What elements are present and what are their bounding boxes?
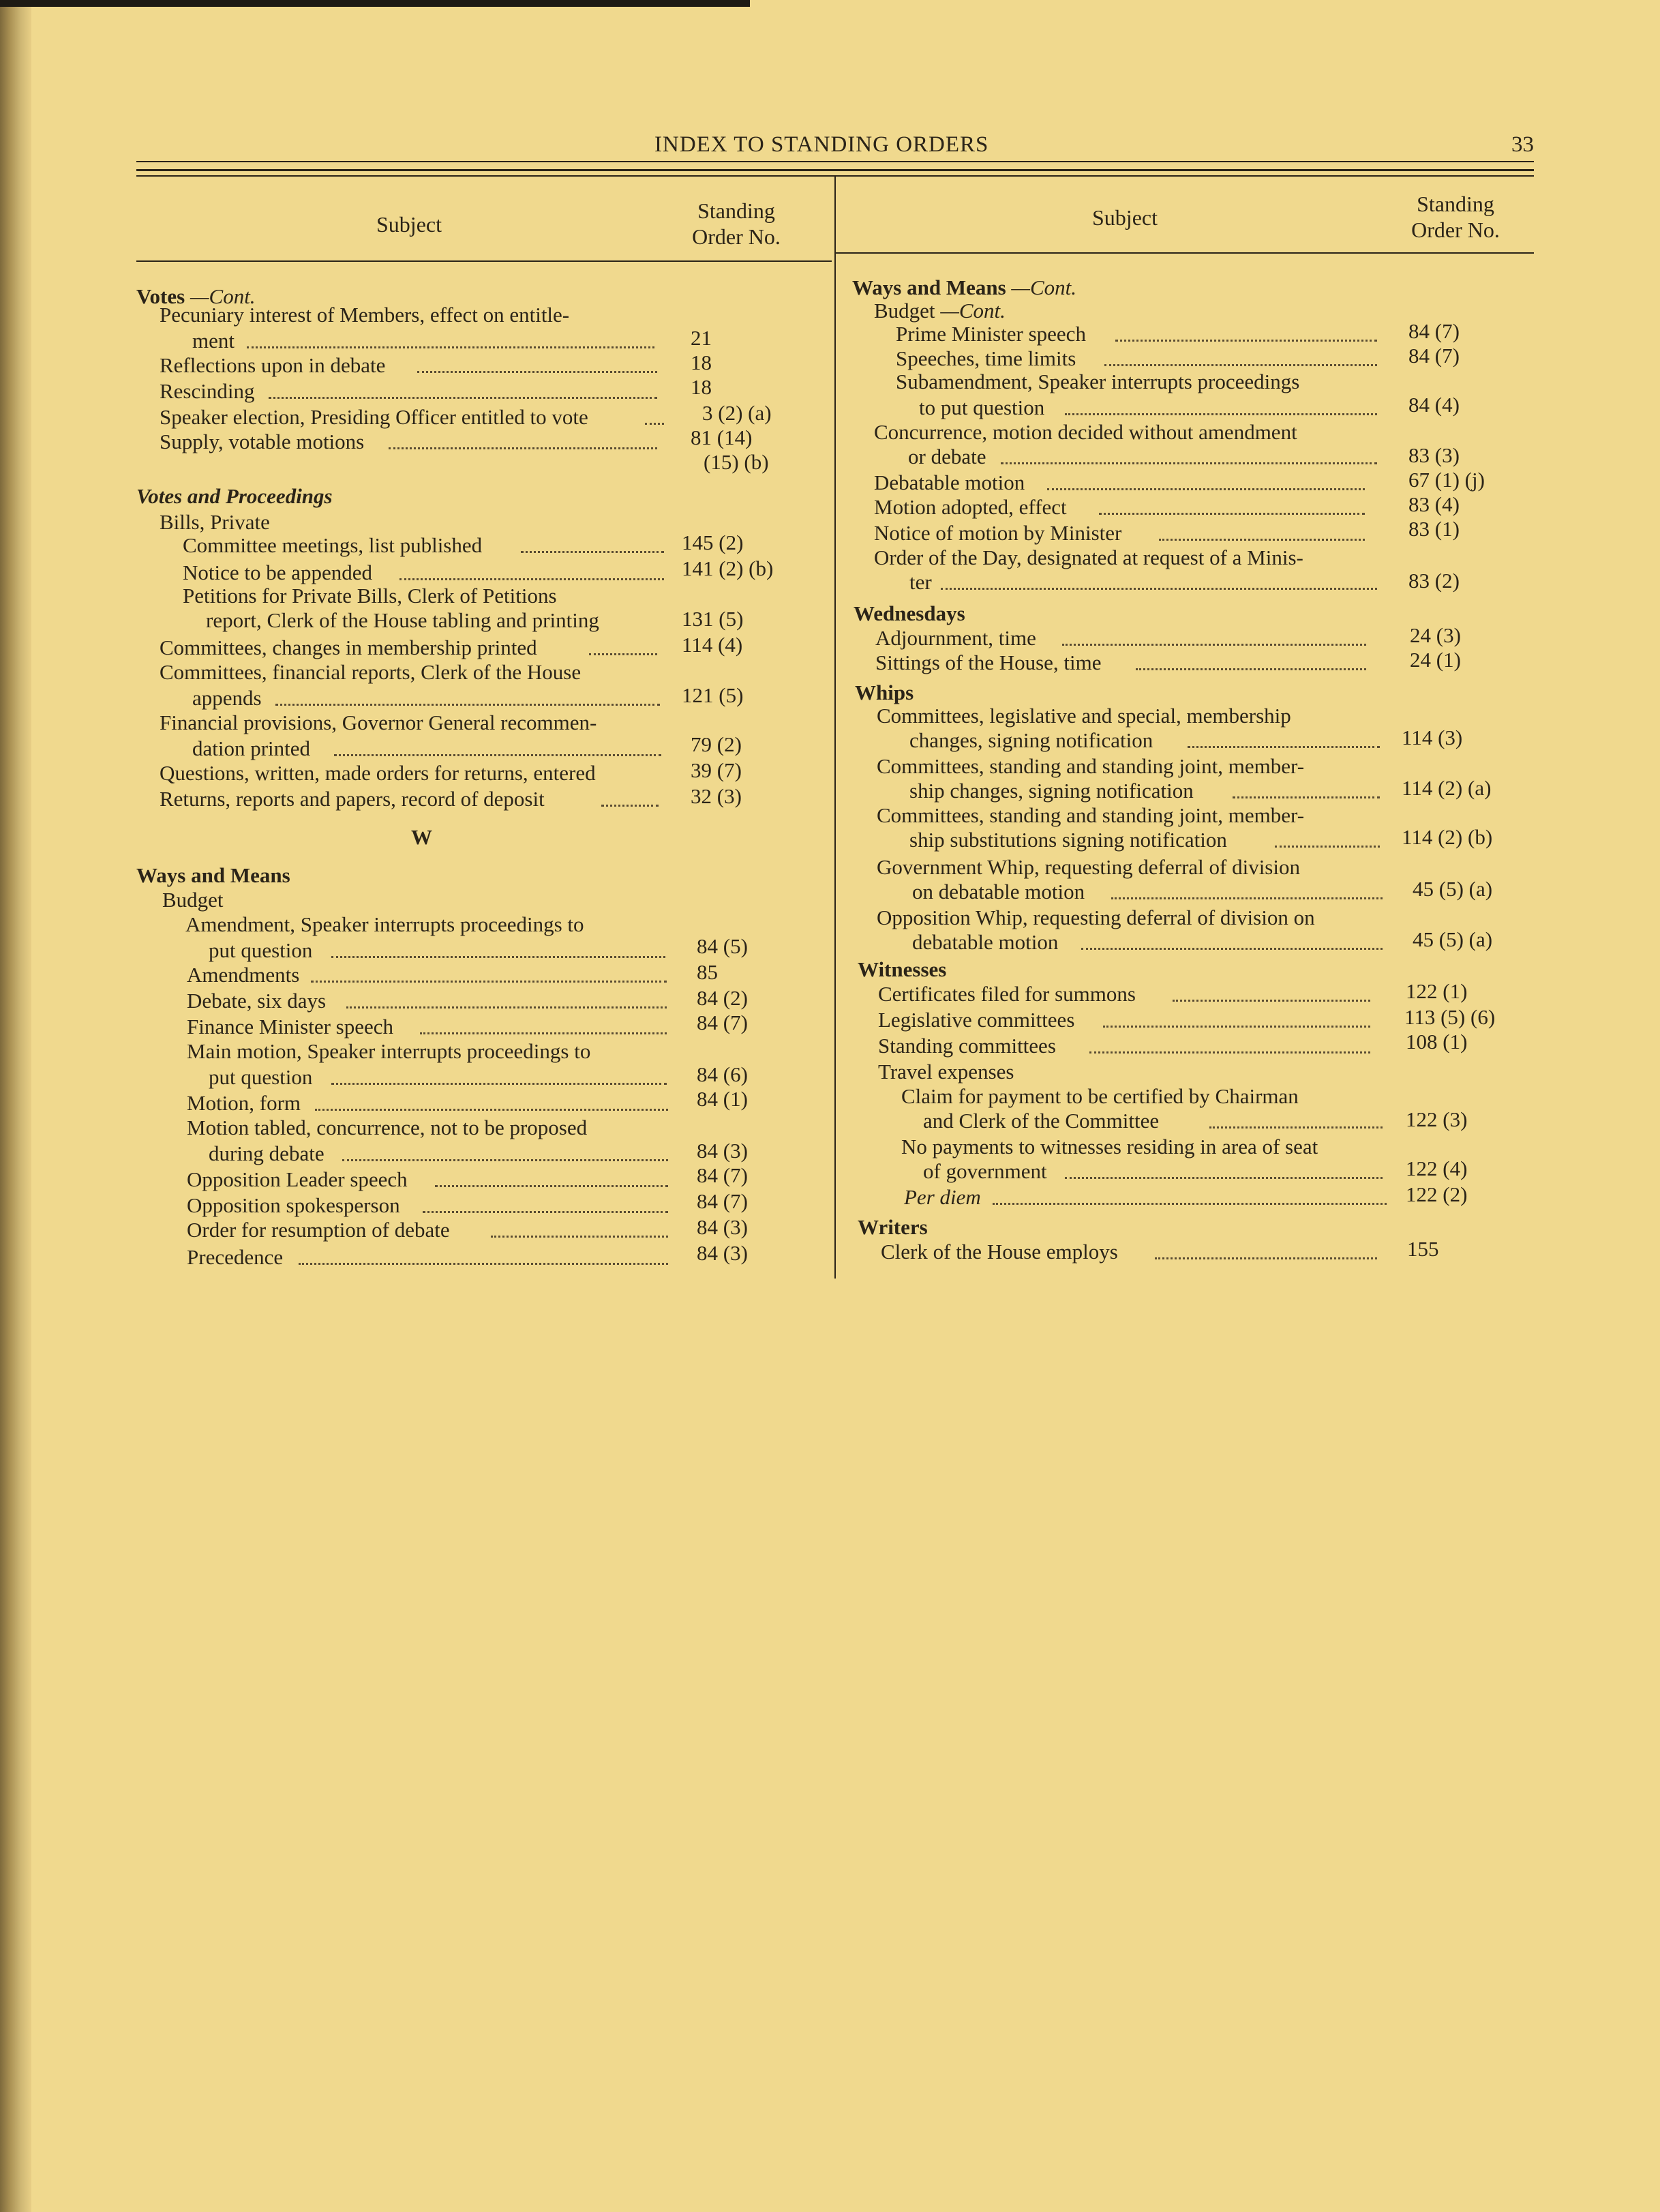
leader-dots (1173, 1000, 1370, 1002)
entry-text: Speaker election, Presiding Officer entitled to vote (160, 405, 588, 429)
num-prime-minister: 84 (7) (1408, 319, 1460, 343)
num-claim: 122 (3) (1406, 1107, 1468, 1131)
entry-concurrence-line1 (874, 420, 1297, 445)
entry-text: Committees, legislative and special, membership (877, 704, 1291, 728)
heading-text: Whips (855, 681, 914, 704)
entry-whips3-line1 (877, 803, 1304, 828)
cont-label: —Cont. (1011, 275, 1077, 299)
order-label-line2: Order No. (692, 224, 781, 249)
entry-subamendment-line2 (919, 395, 1044, 420)
entry-text: dation printed (192, 736, 311, 760)
leader-dots (1047, 488, 1365, 490)
entry-text: Supply, votable motions (160, 430, 365, 453)
subject-label: Subject (1092, 205, 1158, 230)
entry-text: Amendment, Speaker interrupts proceedings to (185, 912, 584, 936)
leader-dots (1065, 413, 1377, 415)
entry-whips4-line1 (877, 855, 1300, 880)
num-clerk-employs: 155 (1407, 1237, 1439, 1261)
num-debate-six-days: 84 (2) (697, 986, 748, 1010)
num-committees-financial: 121 (5) (682, 683, 744, 707)
entry-whips3-line2 (909, 828, 1227, 852)
entry-nopay-line1 (901, 1135, 1318, 1159)
order-label-line1: Standing (1417, 192, 1494, 216)
entry-standing (878, 1034, 1056, 1058)
entry-text: Petitions for Private Bills, Clerk of Petitions (183, 584, 557, 608)
entry-text: Notice of motion by Minister (874, 521, 1122, 545)
entry-claim-line1 (901, 1084, 1299, 1109)
num-speeches-time: 84 (7) (1408, 344, 1460, 368)
entry-clerk-employs (881, 1240, 1118, 1264)
entry-nopay-line2 (923, 1159, 1047, 1184)
entry-adjournment (875, 626, 1036, 651)
num-text: 3 (2) (a) (702, 401, 772, 425)
leader-dots (1155, 1257, 1377, 1259)
entry-text: Opposition spokesperson (187, 1193, 400, 1217)
num-supply-line1: 81 (14) (691, 425, 753, 449)
entry-order-day-line2 (909, 570, 932, 595)
leader-dots (1111, 897, 1383, 899)
entry-text: Government Whip, requesting deferral of division (877, 855, 1300, 879)
heading-text: Writers (858, 1215, 928, 1239)
num-nopay: 122 (4) (1406, 1156, 1468, 1180)
entry-text: Standing committees (878, 1034, 1056, 1058)
entry-text: ship changes, signing notification (909, 779, 1194, 803)
leader-dots (1209, 1126, 1383, 1129)
entry-whips1-line2 (909, 728, 1153, 753)
num-opposition-leader: 84 (7) (697, 1163, 748, 1187)
num-supply-line2: (15) (b) (704, 450, 769, 474)
entry-text: ter (909, 570, 932, 594)
entry-sittings (875, 651, 1102, 675)
leader-dots (1115, 340, 1377, 342)
entry-text: report, Clerk of the House tabling and printing (206, 608, 599, 632)
entry-text: changes, signing notification (909, 728, 1153, 752)
num-whips2: 114 (2) (a) (1402, 776, 1492, 800)
num-pecuniary: 21 (691, 326, 712, 350)
leader-dots (1159, 539, 1365, 541)
heading-text: Votes (136, 284, 185, 308)
order-label-line1: Standing (697, 198, 775, 223)
num-precedence: 84 (3) (697, 1241, 748, 1265)
entry-text: Budget (874, 299, 935, 323)
entry-speeches-time (896, 346, 1076, 371)
leader-dots (1103, 1026, 1370, 1028)
entry-text: Committees, financial reports, Clerk of the House (160, 660, 582, 684)
entry-text: Committees, changes in membership printed (160, 636, 537, 659)
num-whips4: 45 (5) (a) (1413, 877, 1493, 901)
num-finance-minister: 84 (7) (697, 1011, 748, 1034)
num-amendments: 85 (697, 960, 718, 984)
entry-text: during debate (209, 1141, 325, 1165)
entry-text: Reflections upon in debate (160, 353, 386, 377)
heading-text: Ways and Means (852, 275, 1006, 299)
leader-dots (1001, 462, 1377, 464)
entry-text: Bills, Private (160, 510, 270, 534)
entry-text: or debate (908, 445, 986, 468)
entry-text: Sittings of the House, time (875, 651, 1102, 674)
entry-claim-line2 (923, 1109, 1159, 1133)
ways-means-cont-heading (852, 275, 1076, 300)
entry-whips4-line2 (912, 880, 1085, 904)
num-order-day: 83 (2) (1408, 569, 1460, 593)
num-opposition-spokesperson: 84 (7) (697, 1189, 748, 1213)
entry-text: and Clerk of the Committee (923, 1109, 1160, 1133)
leader-dots (1136, 668, 1366, 670)
entry-text: Pecuniary interest of Members, effect on entitle- (160, 303, 570, 327)
entry-text: Notice to be appended (183, 561, 373, 584)
entry-text: Debatable motion (874, 470, 1025, 494)
leader-dots (1104, 364, 1377, 366)
entry-per-diem (904, 1185, 981, 1210)
entry-text: Speeches, time limits (896, 346, 1076, 370)
num-standing: 108 (1) (1406, 1030, 1468, 1053)
entry-text: Committees, standing and standing joint, member- (877, 754, 1305, 778)
num-rescinding: 18 (691, 375, 712, 399)
leader-dots (993, 1203, 1387, 1205)
entry-text: Committees, standing and standing joint, member- (877, 803, 1305, 827)
entry-text: Order of the Day, designated at request of a Minis- (874, 545, 1303, 569)
cont-label: —Cont. (940, 299, 1006, 323)
witnesses-heading (858, 957, 946, 982)
num-certificates: 122 (1) (1406, 979, 1468, 1003)
entry-text: Claim for payment to be certified by Chairman (901, 1084, 1299, 1108)
entry-whips5-line1 (877, 906, 1315, 930)
num-motion-form: 84 (1) (697, 1087, 748, 1111)
entry-text: debatable motion (912, 930, 1059, 954)
num-subamendment: 84 (4) (1408, 393, 1460, 417)
entry-text: put question (209, 938, 313, 962)
entry-debatable-motion (874, 470, 1025, 495)
entry-text: Financial provisions, Governor General recommen- (160, 711, 597, 734)
entry-text: Main motion, Speaker interrupts proceedings to (187, 1039, 591, 1063)
entry-text: Certificates filed for summons (878, 982, 1136, 1006)
entry-text: No payments to witnesses residing in area of seat (901, 1135, 1318, 1159)
entry-whips1-line1 (877, 704, 1291, 728)
entry-budget-cont (874, 299, 1006, 323)
entry-text: Subamendment, Speaker interrupts proceedings (896, 370, 1300, 393)
num-notice-appended: 141 (2) (b) (682, 556, 774, 580)
entry-text: Adjournment, time (875, 626, 1036, 650)
heading-text: Ways and Means (136, 863, 290, 887)
entry-motion-adopted (874, 495, 1067, 520)
num-committee-meetings: 145 (2) (682, 530, 744, 554)
num-amendment: 84 (5) (697, 934, 748, 958)
num-financial-provisions: 79 (2) (691, 732, 742, 756)
entry-text: Travel expenses (878, 1060, 1014, 1083)
wednesdays-heading (854, 601, 965, 626)
entry-whips5-line2 (912, 930, 1058, 955)
num-adjournment: 24 (3) (1410, 623, 1461, 647)
leader-dots (1081, 948, 1383, 950)
entry-whips2-line2 (909, 779, 1194, 803)
num-legislative: 113 (5) (6) (1404, 1005, 1496, 1029)
entry-text: Motion adopted, effect (874, 495, 1067, 519)
leader-dots (1099, 513, 1365, 515)
num-per-diem: 122 (2) (1406, 1182, 1468, 1206)
entry-travel (878, 1060, 1014, 1084)
leader-dots (1233, 796, 1380, 798)
entry-text: Legislative committees (878, 1008, 1075, 1032)
entry-text: to put question (919, 395, 1045, 419)
entry-text: Opposition Whip, requesting deferral of division on (877, 906, 1315, 929)
num-petitions: 131 (5) (682, 607, 744, 631)
entry-text: Rescinding (160, 379, 255, 403)
writers-heading (858, 1215, 928, 1240)
entry-text: Order for resumption of debate (187, 1218, 450, 1242)
entry-text: Returns, reports and papers, record of deposit (160, 787, 545, 811)
num-reflections: 18 (691, 350, 712, 374)
entry-text: on debatable motion (912, 880, 1085, 903)
leader-dots (1089, 1051, 1370, 1053)
entry-text: Concurrence, motion decided without amendment (874, 420, 1297, 444)
entry-text: ment (192, 329, 235, 353)
entry-text: Debate, six days (187, 989, 327, 1013)
entry-notice-minister (874, 521, 1121, 545)
entry-order-day-line1 (874, 545, 1303, 570)
num-order-resumption: 84 (3) (697, 1215, 748, 1239)
heading-text: Witnesses (858, 957, 947, 981)
order-label-line2: Order No. (1411, 218, 1500, 242)
entry-legislative (878, 1008, 1074, 1032)
entry-text: Committee meetings, list published (183, 533, 483, 557)
leader-dots (1065, 1177, 1383, 1179)
entry-text: Budget (162, 888, 224, 912)
entry-text: Amendments (187, 963, 300, 987)
num-motion-tabled: 84 (3) (697, 1139, 748, 1163)
entry-text: appends (192, 686, 262, 710)
num-main-motion: 84 (6) (697, 1062, 748, 1086)
entry-prime-minister (896, 322, 1086, 346)
num-whips3: 114 (2) (b) (1402, 825, 1493, 849)
leader-dots (1188, 746, 1380, 748)
entry-text: Finance Minister speech (187, 1015, 394, 1038)
num-motion-adopted: 83 (4) (1408, 492, 1460, 516)
entry-text: ship substitutions signing notification (909, 828, 1227, 852)
entry-text: Questions, written, made orders for returns, entered (160, 761, 596, 785)
section-letter-w: W (411, 825, 432, 849)
entry-certificates (878, 982, 1136, 1006)
num-questions: 39 (7) (691, 758, 742, 782)
subject-label: Subject (376, 212, 442, 237)
entry-text: of government (923, 1159, 1047, 1183)
heading-text: Wednesdays (854, 601, 965, 625)
num-returns: 32 (3) (691, 784, 742, 808)
leader-dots (1275, 846, 1380, 848)
entry-text: Per diem (904, 1185, 981, 1209)
num-committees-changes: 114 (4) (682, 633, 743, 657)
num-sittings: 24 (1) (1410, 648, 1461, 672)
entry-text: Clerk of the House employs (881, 1240, 1118, 1264)
heading-text: Votes and Proceedings (136, 484, 333, 508)
entry-whips2-line1 (877, 754, 1304, 779)
num-whips5: 45 (5) (a) (1413, 927, 1493, 951)
page-number: 33 (1511, 132, 1534, 157)
entry-text: Motion, form (187, 1091, 301, 1115)
num-notice-minister: 83 (1) (1408, 517, 1460, 541)
entry-subamendment-line1 (896, 370, 1299, 394)
whips-heading (855, 681, 914, 705)
leader-dots (1062, 644, 1366, 646)
num-debatable-motion: 67 (1) (j) (1408, 468, 1485, 492)
page-title: INDEX TO STANDING ORDERS (654, 132, 989, 157)
entry-text: Motion tabled, concurrence, not to be proposed (187, 1116, 588, 1139)
entry-text: Prime Minister speech (896, 322, 1086, 346)
cont-label: —Cont. (190, 284, 256, 308)
entry-concurrence-line2 (908, 445, 986, 469)
num-whips1: 114 (3) (1402, 726, 1463, 749)
entry-text: put question (209, 1065, 313, 1089)
leader-dots (941, 588, 1377, 590)
entry-text: Precedence (187, 1245, 284, 1269)
entry-text: Opposition Leader speech (187, 1167, 408, 1191)
num-concurrence: 83 (3) (1408, 443, 1460, 467)
